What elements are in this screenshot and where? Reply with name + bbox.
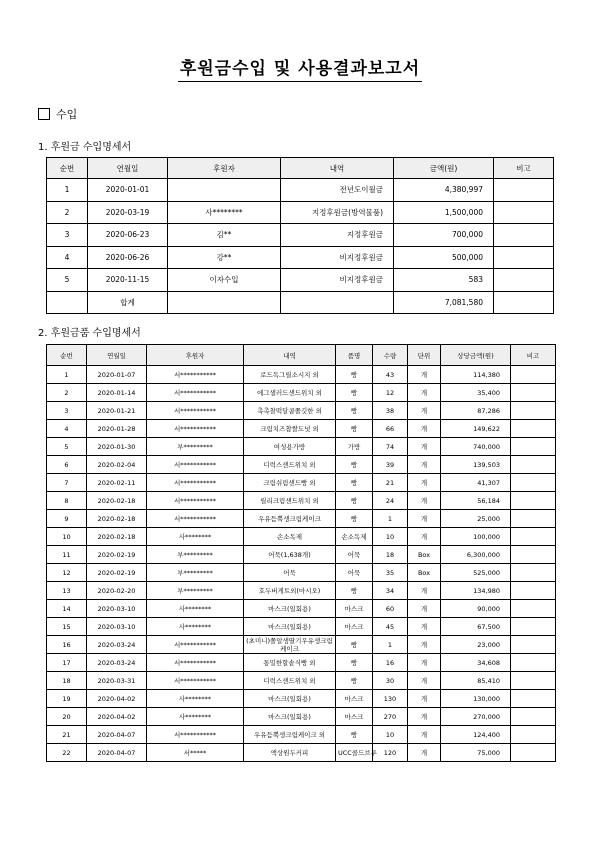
cell-desc: 지정후원금 (281, 224, 394, 247)
cell-note (511, 438, 556, 456)
cell-item: 가방 (336, 438, 373, 456)
cell-date: 2020-01-28 (87, 420, 147, 438)
cell-no: 12 (47, 564, 87, 582)
cell-donor: 서*********** (147, 474, 244, 492)
cell-amount: 23,000 (441, 636, 511, 654)
cell-note (511, 546, 556, 564)
cell-donor: 서*********** (147, 492, 244, 510)
cell-no: 2 (47, 201, 88, 224)
cell-qty: 45 (373, 618, 408, 636)
cell-item: 빵 (336, 384, 373, 402)
cell-note (511, 708, 556, 726)
cell-amount: 270,000 (441, 708, 511, 726)
column-header: 내역 (244, 345, 336, 366)
total-amount: 7,081,580 (394, 291, 494, 314)
table-row (47, 744, 556, 762)
cell-unit: 개 (408, 510, 441, 528)
table-row (47, 546, 556, 564)
cell-unit: 개 (408, 492, 441, 510)
cell-donor: 서*********** (147, 636, 244, 654)
table-row (47, 618, 556, 636)
cell-date: 2020-03-10 (87, 618, 147, 636)
column-header: 비고 (494, 158, 554, 179)
table-row (47, 654, 556, 672)
table-header-row (47, 345, 556, 366)
cell-unit: 개 (408, 528, 441, 546)
cell-amount: 500,000 (394, 246, 494, 269)
cell-qty: 10 (373, 726, 408, 744)
cell-note (494, 201, 554, 224)
cell-date: 2020-03-19 (88, 201, 168, 224)
table-row (47, 600, 556, 618)
cell-note (511, 492, 556, 510)
cell-no: 3 (47, 224, 88, 247)
cell-amount: 34,608 (441, 654, 511, 672)
cell-note (511, 456, 556, 474)
cell-note (511, 672, 556, 690)
cell-qty: 60 (373, 600, 408, 618)
cell-qty: 16 (373, 654, 408, 672)
cell-note (494, 224, 554, 247)
cell-donor: 서*********** (147, 726, 244, 744)
cell-amount: 87,286 (441, 402, 511, 420)
column-header: 수량 (373, 345, 408, 366)
cell-unit: Box (408, 546, 441, 564)
table-row (47, 384, 556, 402)
cell-unit: 개 (408, 366, 441, 384)
report-title: 후원금수입 및 사용결과보고서 (0, 54, 600, 82)
cell-item: 어묵 (336, 546, 373, 564)
cell-donor: 김** (168, 224, 281, 247)
cell-date: 2020-02-04 (87, 456, 147, 474)
table-row (47, 708, 556, 726)
cell-no: 1 (47, 179, 88, 202)
cell-donor: 사******** (147, 600, 244, 618)
cell-no: 11 (47, 546, 87, 564)
cell-note (511, 726, 556, 744)
cell-date: 2020-01-01 (88, 179, 168, 202)
cell-qty: 34 (373, 582, 408, 600)
cell-desc: 지정후원금(방역물품) (281, 201, 394, 224)
cell-date: 2020-04-02 (87, 708, 147, 726)
cell-amount: 41,307 (441, 474, 511, 492)
cell-date: 2020-02-19 (87, 564, 147, 582)
cell-desc: 어묵 (244, 564, 336, 582)
cell-item: 빵 (336, 654, 373, 672)
cell-qty: 18 (373, 546, 408, 564)
cell-date: 2020-01-07 (87, 366, 147, 384)
cell-note (511, 564, 556, 582)
cell-item: 빵 (336, 492, 373, 510)
cell-date: 2020-03-24 (87, 636, 147, 654)
cell-qty: 35 (373, 564, 408, 582)
cell-date: 2020-01-14 (87, 384, 147, 402)
table-row (47, 564, 556, 582)
cell-no: 10 (47, 528, 87, 546)
cell-donor: 사******** (147, 528, 244, 546)
cell-unit: 개 (408, 726, 441, 744)
column-header: 품명 (336, 345, 373, 366)
cell-qty: 12 (373, 384, 408, 402)
cell-donor: 서*********** (147, 366, 244, 384)
cell-amount: 114,380 (441, 366, 511, 384)
cell-desc: 우유듬뿍생크림케이크 (244, 510, 336, 528)
cell-amount: 149,622 (441, 420, 511, 438)
cell-qty: 24 (373, 492, 408, 510)
cell-no: 21 (47, 726, 87, 744)
donation-income-table (46, 157, 554, 314)
cell-unit: Box (408, 564, 441, 582)
cell-no: 19 (47, 690, 87, 708)
table-row (47, 474, 556, 492)
cell-item: 빵 (336, 474, 373, 492)
table-row (47, 672, 556, 690)
cell-note (511, 474, 556, 492)
cell-unit: 개 (408, 384, 441, 402)
cell-donor: 부********* (147, 438, 244, 456)
goods-income-table (46, 344, 556, 762)
cell-no: 18 (47, 672, 87, 690)
cell-desc: 액상원두커피 (244, 744, 336, 762)
cell-item: 빵 (336, 402, 373, 420)
cell-qty: 38 (373, 402, 408, 420)
table-row (47, 224, 554, 247)
cell-note (511, 402, 556, 420)
cell-donor: 사******** (168, 201, 281, 224)
cell-amount: 583 (394, 269, 494, 292)
column-header: 비고 (511, 345, 556, 366)
cell-desc: 여성용가방 (244, 438, 336, 456)
cell-donor: 서*********** (147, 654, 244, 672)
cell-item: 빵 (336, 366, 373, 384)
cell-item: 손소독제 (336, 528, 373, 546)
cell-amount: 1,500,000 (394, 201, 494, 224)
cell-desc: 로드독그릴소시지 외 (244, 366, 336, 384)
cell-note (511, 582, 556, 600)
cell-note (494, 246, 554, 269)
cell-donor: 강** (168, 246, 281, 269)
table-row (47, 636, 556, 654)
cell-note (511, 528, 556, 546)
column-header: 금액(원) (394, 158, 494, 179)
cell-no: 4 (47, 246, 88, 269)
cell-no: 20 (47, 708, 87, 726)
cell-no: 6 (47, 456, 87, 474)
table-row (47, 366, 556, 384)
table-row (47, 492, 556, 510)
cell-desc: 손소독제 (244, 528, 336, 546)
section-title: 수입 (56, 108, 78, 121)
cell-donor: 이자수입 (168, 269, 281, 292)
cell-donor: 사******** (147, 618, 244, 636)
cell-empty (494, 291, 554, 314)
cell-note (511, 420, 556, 438)
cell-amount: 56,184 (441, 492, 511, 510)
column-header: 후원자 (147, 345, 244, 366)
cell-unit: 개 (408, 708, 441, 726)
cell-unit: 개 (408, 600, 441, 618)
cell-donor: 서*********** (147, 420, 244, 438)
column-header: 후원자 (168, 158, 281, 179)
cell-no: 5 (47, 438, 87, 456)
cell-date: 2020-06-23 (88, 224, 168, 247)
table-row (47, 269, 554, 292)
column-header: 순번 (47, 158, 88, 179)
cell-qty: 66 (373, 420, 408, 438)
cell-date: 2020-03-24 (87, 654, 147, 672)
cell-donor: 서*********** (147, 456, 244, 474)
cell-no: 4 (47, 420, 87, 438)
cell-amount: 525,000 (441, 564, 511, 582)
cell-empty (47, 291, 88, 314)
cell-no: 16 (47, 636, 87, 654)
cell-item: 빵 (336, 420, 373, 438)
cell-no: 22 (47, 744, 87, 762)
cell-item: 빵 (336, 510, 373, 528)
cell-donor: 서*********** (147, 384, 244, 402)
cell-unit: 개 (408, 420, 441, 438)
cell-desc: 통밀한할솥식빵 외 (244, 654, 336, 672)
cell-amount: 700,000 (394, 224, 494, 247)
cell-qty: 30 (373, 672, 408, 690)
column-header: 순번 (47, 345, 87, 366)
cell-desc: 디럭스샌드위치 외 (244, 456, 336, 474)
cell-date: 2020-03-10 (87, 600, 147, 618)
cell-unit: 개 (408, 744, 441, 762)
cell-note (511, 636, 556, 654)
cell-note (511, 654, 556, 672)
cell-qty: 1 (373, 636, 408, 654)
cell-date: 2020-02-18 (87, 510, 147, 528)
cell-amount: 35,400 (441, 384, 511, 402)
cell-date: 2020-04-07 (87, 726, 147, 744)
cell-desc: 비지정후원금 (281, 269, 394, 292)
cell-donor: 서***** (147, 744, 244, 762)
cell-qty: 270 (373, 708, 408, 726)
cell-desc: 비지정후원금 (281, 246, 394, 269)
cell-desc: 호두버게트외(마시오) (244, 582, 336, 600)
cell-item: 마스크 (336, 618, 373, 636)
table2-caption: 2. 후원금품 수입명세서 (38, 328, 141, 339)
cell-desc: 에그샐러드샌드위치 외 (244, 384, 336, 402)
cell-desc: 크림치즈찹쌀도넛 외 (244, 420, 336, 438)
cell-qty: 130 (373, 690, 408, 708)
table-row (47, 582, 556, 600)
cell-unit: 개 (408, 456, 441, 474)
cell-qty: 21 (373, 474, 408, 492)
cell-item: 어묵 (336, 564, 373, 582)
cell-no: 8 (47, 492, 87, 510)
table-row (47, 690, 556, 708)
table-row (47, 456, 556, 474)
cell-unit: 개 (408, 438, 441, 456)
cell-date: 2020-06-26 (88, 246, 168, 269)
cell-desc: 전년도이월금 (281, 179, 394, 202)
cell-unit: 개 (408, 672, 441, 690)
table-row (47, 179, 554, 202)
cell-no: 17 (47, 654, 87, 672)
cell-donor: 부********* (147, 582, 244, 600)
cell-amount: 4,380,997 (394, 179, 494, 202)
cell-date: 2020-02-18 (87, 528, 147, 546)
table-header-row (47, 158, 554, 179)
cell-no: 9 (47, 510, 87, 528)
cell-no: 15 (47, 618, 87, 636)
column-header: 단위 (408, 345, 441, 366)
cell-desc: (초미니)쫄알생딸기우유생크림케이크 (244, 636, 336, 654)
table-row (47, 438, 556, 456)
cell-qty: 120 (373, 744, 408, 762)
cell-note (511, 600, 556, 618)
table-row (47, 402, 556, 420)
cell-empty (168, 291, 281, 314)
cell-amount: 740,000 (441, 438, 511, 456)
cell-date: 2020-02-11 (87, 474, 147, 492)
cell-note (494, 269, 554, 292)
cell-item: 빵 (336, 726, 373, 744)
cell-amount: 124,400 (441, 726, 511, 744)
cell-unit: 개 (408, 690, 441, 708)
total-row (47, 291, 554, 314)
cell-no: 3 (47, 402, 87, 420)
cell-desc: 크림쉬림샌드빵 외 (244, 474, 336, 492)
cell-desc: 마스크(일회용) (244, 618, 336, 636)
cell-desc: 마스크(일회용) (244, 690, 336, 708)
cell-donor: 부********* (147, 546, 244, 564)
cell-qty: 74 (373, 438, 408, 456)
cell-note (511, 384, 556, 402)
cell-desc: 우유듬뿍생크림케이크 외 (244, 726, 336, 744)
cell-date: 2020-04-07 (87, 744, 147, 762)
cell-amount: 134,980 (441, 582, 511, 600)
table-row (47, 246, 554, 269)
table-row (47, 201, 554, 224)
cell-desc: 디럭스샌드위치 외 (244, 672, 336, 690)
cell-date: 2020-01-30 (87, 438, 147, 456)
cell-date: 2020-04-02 (87, 690, 147, 708)
cell-desc: 어묵(1,638개) (244, 546, 336, 564)
cell-unit: 개 (408, 618, 441, 636)
cell-unit: 개 (408, 654, 441, 672)
cell-amount: 100,000 (441, 528, 511, 546)
cell-note (511, 744, 556, 762)
cell-amount: 6,300,000 (441, 546, 511, 564)
cell-note (511, 690, 556, 708)
cell-unit: 개 (408, 402, 441, 420)
total-label: 합계 (88, 291, 168, 314)
cell-item: 마스크 (336, 690, 373, 708)
cell-qty: 43 (373, 366, 408, 384)
table-row (47, 528, 556, 546)
cell-unit: 개 (408, 582, 441, 600)
cell-item: 빵 (336, 636, 373, 654)
cell-no: 14 (47, 600, 87, 618)
cell-date: 2020-01-21 (87, 402, 147, 420)
table1-caption: 1. 후원금 수입명세서 (38, 142, 132, 153)
cell-date: 2020-11-15 (88, 269, 168, 292)
cell-qty: 1 (373, 510, 408, 528)
cell-donor: 서*********** (147, 672, 244, 690)
cell-no: 1 (47, 366, 87, 384)
section-heading (38, 106, 77, 122)
cell-donor: 사******** (147, 690, 244, 708)
cell-item: 빵 (336, 456, 373, 474)
cell-empty (281, 291, 394, 314)
cell-no: 7 (47, 474, 87, 492)
cell-date: 2020-02-18 (87, 492, 147, 510)
cell-amount: 139,503 (441, 456, 511, 474)
table-row (47, 420, 556, 438)
cell-amount: 25,000 (441, 510, 511, 528)
cell-amount: 75,000 (441, 744, 511, 762)
cell-no: 5 (47, 269, 88, 292)
cell-date: 2020-02-19 (87, 546, 147, 564)
cell-item: 빵 (336, 672, 373, 690)
cell-desc: 릴리크림샌드위치 외 (244, 492, 336, 510)
cell-desc: 촉촉찰떡달콤쫄깃한 외 (244, 402, 336, 420)
cell-note (511, 366, 556, 384)
cell-amount: 90,000 (441, 600, 511, 618)
checkbox-icon (38, 108, 50, 120)
cell-unit: 개 (408, 474, 441, 492)
cell-qty: 39 (373, 456, 408, 474)
column-header: 내역 (281, 158, 394, 179)
column-header: 연월일 (88, 158, 168, 179)
cell-unit: 개 (408, 636, 441, 654)
cell-amount: 85,410 (441, 672, 511, 690)
table-row (47, 510, 556, 528)
column-header: 연월일 (87, 345, 147, 366)
cell-desc: 마스크(일회용) (244, 600, 336, 618)
cell-item: 마스크 (336, 708, 373, 726)
column-header: 상당금액(원) (441, 345, 511, 366)
cell-amount: 130,000 (441, 690, 511, 708)
cell-no: 13 (47, 582, 87, 600)
cell-item: UCC콜드브루 (336, 744, 373, 762)
cell-donor: 부********* (147, 564, 244, 582)
cell-donor: 사******** (147, 708, 244, 726)
cell-desc: 마스크(일회용) (244, 708, 336, 726)
cell-donor: 서*********** (147, 510, 244, 528)
cell-qty: 10 (373, 528, 408, 546)
cell-item: 마스크 (336, 600, 373, 618)
cell-date: 2020-02-20 (87, 582, 147, 600)
cell-item: 빵 (336, 582, 373, 600)
cell-no: 2 (47, 384, 87, 402)
cell-date: 2020-03-31 (87, 672, 147, 690)
cell-amount: 67,500 (441, 618, 511, 636)
cell-donor: 서*********** (147, 402, 244, 420)
cell-note (494, 179, 554, 202)
cell-note (511, 510, 556, 528)
cell-donor (168, 179, 281, 202)
table-row (47, 726, 556, 744)
cell-note (511, 618, 556, 636)
